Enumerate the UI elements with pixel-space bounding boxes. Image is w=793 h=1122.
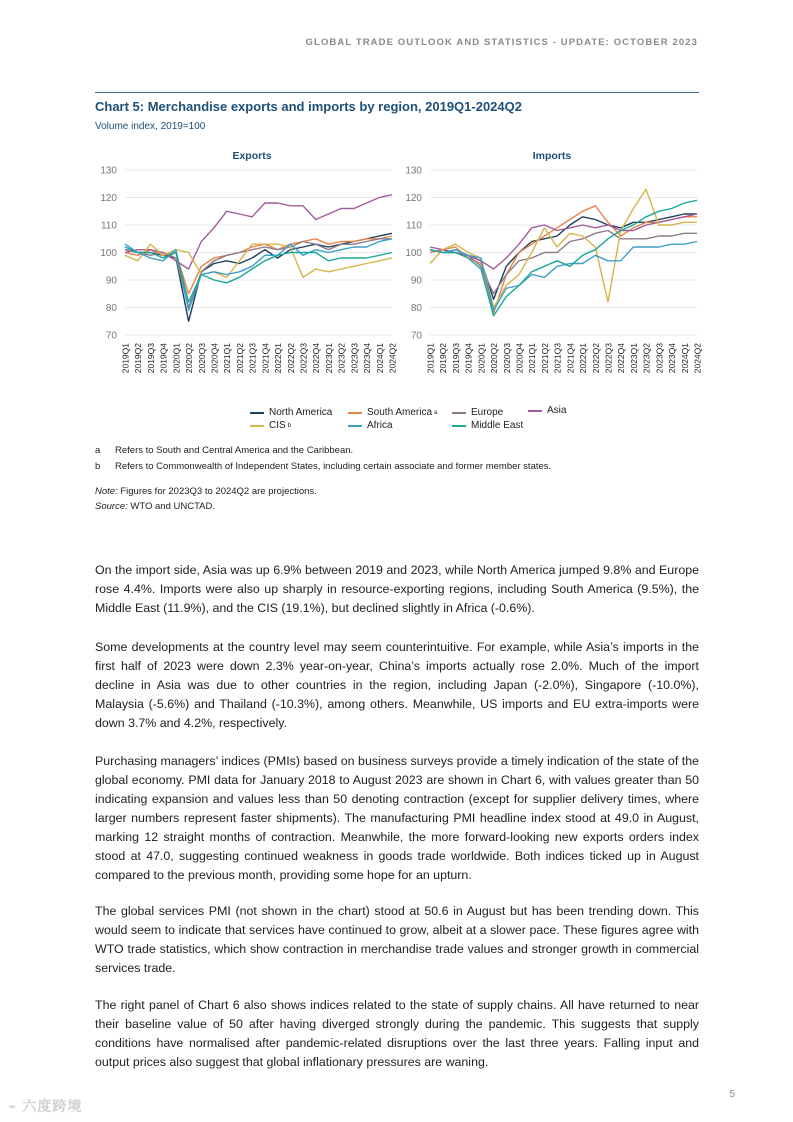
x-tick-label: 2020Q3 xyxy=(196,343,207,374)
series-line-cis xyxy=(430,189,697,307)
x-tick-label: 2020Q1 xyxy=(171,343,182,374)
y-tick-label: 100 xyxy=(100,248,117,259)
body-paragraph: Purchasing managers’ indices (PMIs) based on business surveys provide a timely indication of the state of the global economy. PMI data for January 2018 to August 2023 are shown in Chart 6, with values greater than 50 indicating expansion and values less than 50 denoting contraction (except for supplier delivery times, where larger numbers represent faster shipments). The manufacturing PMI headline index stood at 49.0 in August, marking 12 straight months of contraction. Meanwhile, the more forward-looking new exports orders index stood at 47.0, suggesting continued weakness in goods trade worldwide. Both indices ticked up in August compared to the previous month, providing some hope for an upturn. xyxy=(95,754,699,882)
legend-north-america xyxy=(250,407,332,418)
legend-swatch xyxy=(348,425,362,427)
series-line-asia xyxy=(430,214,697,269)
x-tick-label: 2022Q3 xyxy=(603,343,614,374)
body-paragraph: Some developments at the country level may seem counterintuitive. For example, while Asia’s imports in the first half of 2023 were down 2.3% year-on-year, China’s imports actually rose 2.0%. Much of the import decline in Asia was due to other countries in the region, including Japan (-2.0%), Singapore (-10.0%), Malaysia (-5.6%) and Thailand (-10.3%), among others. Meanwhile, US imports and EU extra-imports were down 3.7% and 4.2%, respectively. xyxy=(95,640,699,730)
x-tick-label: 2022Q3 xyxy=(298,343,309,374)
legend-superscript: b xyxy=(287,422,292,429)
legend-swatch xyxy=(452,425,466,427)
x-tick-label: 2019Q1 xyxy=(425,343,436,374)
running-header: GLOBAL TRADE OUTLOOK AND STATISTICS - UPDATE: OCTOBER 2023 xyxy=(305,37,698,48)
legend-label: Asia xyxy=(547,405,567,416)
legend-label: Africa xyxy=(367,420,393,431)
chart-subtitle: Volume index, 2019=100 xyxy=(95,121,206,132)
x-tick-label: 2022Q1 xyxy=(578,343,589,374)
y-tick-label: 120 xyxy=(100,193,117,204)
footnote-text: Refers to South and Central America and the Caribbean. xyxy=(115,445,354,456)
y-tick-label: 90 xyxy=(410,275,422,287)
note-label: Note: xyxy=(95,486,118,497)
x-tick-label: 2024Q2 xyxy=(692,343,703,374)
x-tick-label: 2021Q3 xyxy=(552,343,563,374)
legend-middle-east xyxy=(452,420,523,431)
chart-legend xyxy=(250,407,610,435)
x-tick-label: 2023Q4 xyxy=(362,343,373,374)
x-tick-label: 2022Q4 xyxy=(311,343,322,374)
x-tick-label: 2020Q2 xyxy=(489,343,500,374)
y-tick-label: 110 xyxy=(406,220,422,232)
series-line-africa xyxy=(125,239,392,310)
footnote-key: b xyxy=(95,461,101,472)
chart-note xyxy=(95,486,317,497)
x-tick-label: 2024Q2 xyxy=(387,343,398,374)
y-tick-label: 130 xyxy=(100,165,117,177)
footnote-a xyxy=(95,445,705,456)
series-line-africa xyxy=(430,242,697,311)
y-tick-label: 70 xyxy=(105,330,117,342)
legend-label: South America xyxy=(367,407,433,418)
x-tick-label: 2020Q3 xyxy=(501,343,512,374)
footnote-text: Refers to Commonwealth of Independent States, including certain associate and former member states. xyxy=(115,461,552,472)
exports-chart xyxy=(95,160,400,390)
x-tick-label: 2022Q4 xyxy=(616,343,627,374)
x-tick-label: 2024Q1 xyxy=(374,343,385,374)
chart-title: Chart 5: Merchandise exports and imports by region, 2019Q1-2024Q2 xyxy=(95,99,522,114)
body-paragraph: The global services PMI (not shown in the chart) stood at 50.6 in August but has been trending down. This would seem to indicate that services have continued to grow, albeit at a slower pace. These figures agree with WTO trade statistics, which show contraction in merchandise trade values and stronger growth in commercial services trade. xyxy=(95,904,699,975)
body-paragraph: The right panel of Chart 6 also shows indices related to the state of supply chains. All have returned to near their baseline value of 50 after having diverged strongly during the pandemic. This suggests that supply conditions have normalised after pandemic-related disruptions over the last three years. Falling input and output prices also suggest that global inflationary pressures are waning. xyxy=(95,998,699,1069)
x-tick-label: 2021Q3 xyxy=(247,343,258,374)
y-tick-label: 100 xyxy=(405,248,422,259)
note-text: Figures for 2023Q3 to 2024Q2 are projections. xyxy=(120,486,317,497)
series-line-europe xyxy=(125,239,392,308)
footnote-key: a xyxy=(95,445,101,456)
watermark-text: 六度跨境 xyxy=(22,1098,83,1114)
x-tick-label: 2020Q4 xyxy=(209,343,220,374)
y-tick-label: 80 xyxy=(105,303,117,314)
legend-south-america xyxy=(348,407,437,418)
x-tick-label: 2022Q2 xyxy=(590,343,601,374)
y-tick-label: 90 xyxy=(105,275,117,287)
watermark-logo: ⌁ 六度跨境 xyxy=(8,1098,83,1114)
x-tick-label: 2023Q3 xyxy=(349,343,360,374)
x-tick-label: 2023Q3 xyxy=(654,343,665,374)
x-tick-label: 2019Q2 xyxy=(133,343,144,374)
legend-europe xyxy=(452,407,503,418)
legend-africa xyxy=(348,420,393,431)
legend-label: CIS xyxy=(269,420,286,431)
legend-asia xyxy=(528,405,566,416)
x-tick-label: 2023Q2 xyxy=(336,343,347,374)
x-tick-label: 2022Q1 xyxy=(273,343,284,374)
y-tick-label: 120 xyxy=(405,193,422,204)
x-tick-label: 2019Q1 xyxy=(120,343,131,374)
imports-chart xyxy=(400,160,705,390)
x-tick-label: 2019Q2 xyxy=(438,343,449,374)
legend-swatch xyxy=(528,410,542,412)
x-tick-label: 2021Q1 xyxy=(222,343,233,374)
y-tick-label: 130 xyxy=(405,165,422,177)
x-tick-label: 2019Q4 xyxy=(158,343,169,374)
x-tick-label: 2019Q4 xyxy=(463,343,474,374)
x-tick-label: 2019Q3 xyxy=(145,343,156,374)
x-tick-label: 2020Q1 xyxy=(476,343,487,374)
imports-panel-title: Imports xyxy=(532,150,572,162)
legend-swatch xyxy=(348,412,362,414)
y-tick-label: 80 xyxy=(410,303,422,314)
page-number: 5 xyxy=(729,1089,735,1100)
exports-panel-title: Exports xyxy=(232,150,272,162)
body-paragraph: On the import side, Asia was up 6.9% between 2019 and 2023, while North America jumped 9.8% and Europe rose 4.4%. Imports were also up sharply in resource-exporting regions, including South America (9.5%), the Middle East (11.9%), and the CIS (19.1%), but declined slightly in Africa (-0.6%). xyxy=(95,563,699,615)
y-tick-label: 110 xyxy=(101,220,117,232)
header-rule xyxy=(95,92,699,93)
x-tick-label: 2019Q3 xyxy=(450,343,461,374)
x-tick-label: 2023Q2 xyxy=(641,343,652,374)
legend-superscript: a xyxy=(434,409,438,416)
x-tick-label: 2021Q4 xyxy=(565,343,576,374)
x-tick-label: 2023Q4 xyxy=(667,343,678,374)
legend-label: Middle East xyxy=(471,420,524,431)
legend-cis xyxy=(250,420,291,431)
legend-swatch xyxy=(250,412,264,414)
x-tick-label: 2021Q4 xyxy=(260,343,271,374)
x-tick-label: 2021Q1 xyxy=(527,343,538,374)
x-tick-label: 2020Q2 xyxy=(184,343,195,374)
x-tick-label: 2021Q2 xyxy=(539,343,550,374)
footnote-b xyxy=(95,461,705,472)
source-text: WTO and UNCTAD. xyxy=(130,501,216,512)
x-tick-label: 2024Q1 xyxy=(679,343,690,374)
y-tick-label: 70 xyxy=(410,330,422,342)
legend-swatch xyxy=(250,425,264,427)
x-tick-label: 2021Q2 xyxy=(234,343,245,374)
series-line-north-america xyxy=(125,233,392,321)
source-label: Source: xyxy=(95,501,128,512)
x-tick-label: 2023Q1 xyxy=(323,343,334,374)
legend-swatch xyxy=(452,412,466,414)
chart-source xyxy=(95,501,215,512)
x-tick-label: 2020Q4 xyxy=(514,343,525,374)
x-tick-label: 2022Q2 xyxy=(285,343,296,374)
legend-label: Europe xyxy=(471,407,504,418)
legend-label: North America xyxy=(269,407,333,418)
x-tick-label: 2023Q1 xyxy=(628,343,639,374)
